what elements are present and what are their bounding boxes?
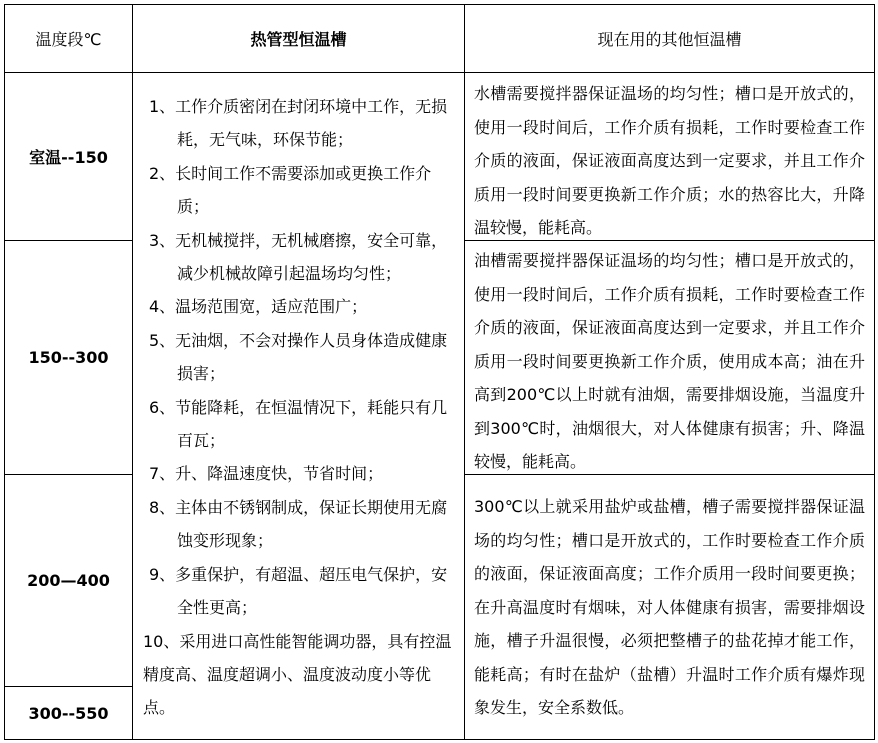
range-label-2: 150--300 <box>28 348 109 367</box>
advantage-item-2: 2、长时间工作不需要添加或更换工作介质； <box>149 163 432 217</box>
advantage-item-5: 5、无油烟，不会对操作人员身体造成健康损害； <box>149 330 448 384</box>
heatpipe-advantages-cell <box>133 90 464 730</box>
range-label-4: 300--550 <box>28 703 109 723</box>
range-cell-4 <box>5 687 132 739</box>
other-salt-bath-cell <box>465 490 874 739</box>
other-salt-bath-text: 300℃以上就采用盐炉或盐槽，槽子需要搅拌器保证温场的均匀性；槽口是开放式的，工作时要检查工作介质的液面，保证液面高度；工作介质用一段时间要更换；在升高温度时有烟味，对人体健康有损害，需要排烟设施，槽子升温很慢，必须把整槽子的盐花掉才能工作，能耗高；有时在盐炉（盐槽）升温时工作介质有爆炸现象发生，安全系数低。 <box>474 497 865 717</box>
advantage-item-7: 7、升、降温速度快，节省时间； <box>149 464 384 484</box>
table-border-right <box>874 4 875 740</box>
advantage-item-9: 9、多重保护，有超温、超压电气保护，安全性更高； <box>149 564 448 618</box>
table-border-bottom <box>4 739 875 740</box>
other-water-bath-cell <box>465 77 874 240</box>
advantage-item-1: 1、工作介质密闭在封闭环境中工作，无损耗，无气味，环保节能； <box>149 97 448 150</box>
range-cell-2 <box>5 241 132 474</box>
advantage-item-4: 4、温场范围宽，适应范围广； <box>149 297 368 317</box>
header-divider <box>4 72 875 73</box>
range-cell-1 <box>5 73 132 240</box>
other-oil-bath-text: 油槽需要搅拌器保证温场的均匀性；槽口是开放式的，使用一段时间后，工作介质有损耗，工作时要检查工作介质的液面，保证液面高度达到一定要求，并且工作介质用一段时间要更换新工作介质，使用成本高；油在升高到200℃以上时就有油烟，需要排烟设施，当温度升到300℃时，油烟很大，对人体健康有损害；升、降温较慢，能耗高。 <box>474 251 865 471</box>
other-oil-bath-cell <box>465 244 874 474</box>
range-label-3: 200—400 <box>27 571 110 590</box>
other-water-bath-text: 水槽需要搅拌器保证温场的均匀性；槽口是开放式的，使用一段时间后，工作介质有损耗，工作时要检查工作介质的液面，保证液面高度达到一定要求，并且工作介质用一段时间要更换新工作介质；水的热容比大，升降温较慢，能耗高。 <box>474 84 865 237</box>
header-heatpipe-cell <box>133 5 464 72</box>
header-other-cell <box>465 5 874 72</box>
advantage-item-6: 6、节能降耗，在恒温情况下，耗能只有几百瓦； <box>149 397 448 451</box>
range-cell-3 <box>5 475 132 686</box>
advantage-item-3: 3、无机械搅拌，无机械磨擦，安全可靠，减少机械故障引起温场均匀性； <box>149 230 448 284</box>
header-temp-cell <box>5 5 132 72</box>
advantage-item-10: 10、采用进口高性能智能调功器，具有控温精度高、温度超调小、温度波动度小等优点。 <box>143 631 452 718</box>
range-label-1: 室温--150 <box>29 148 108 167</box>
advantage-item-8: 8、主体由不锈钢制成，保证长期使用无腐蚀变形现象； <box>149 497 448 551</box>
header-other-label: 现在用的其他恒温槽 <box>597 30 742 49</box>
header-temp-label: 温度段℃ <box>35 30 102 49</box>
header-heatpipe-label: 热管型恒温槽 <box>250 30 347 49</box>
